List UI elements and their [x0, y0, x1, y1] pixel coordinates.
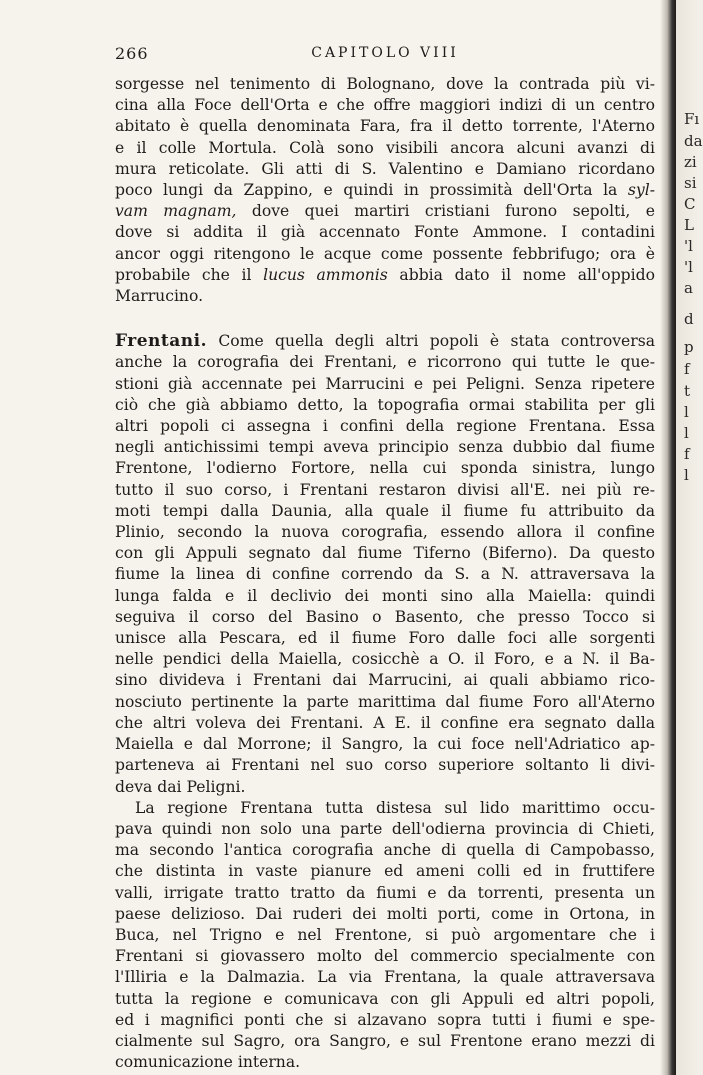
text-line: abitato è quella denominata Fara, fra il detto torrente, l'Aterno — [115, 117, 655, 136]
text-line: paese delizioso. Dai ruderi dei molti porti, come in Ortona, in — [115, 904, 655, 923]
text-line — [115, 265, 655, 286]
adjacent-page-fragment: l — [684, 424, 689, 442]
text-line: nosciuto pertinente la parte marittima dal fiume Foro all'Aterno — [115, 692, 655, 711]
adjacent-page-fragment: a — [684, 279, 693, 297]
adjacent-page-fragment: da — [684, 132, 703, 150]
text-line: seguiva il corso del Basino o Basento, che presso Tocco si — [115, 607, 655, 626]
text-line: valli, irrigate tratto tratto da fiumi e da torrenti, presenta un — [115, 883, 655, 902]
text-run: Come quella degli altri popoli è stata controversa — [207, 332, 655, 351]
text-line — [115, 331, 655, 352]
text-line: che altri voleva dei Frentani. A E. il confine era segnato dalla — [115, 713, 655, 732]
paragraph-frentani — [115, 331, 655, 797]
text-line: La regione Frentana tutta distesa sul lido marittimo occu- — [135, 798, 655, 817]
text-line: ciò che già abbiamo detto, la topografia ormai stabilita per gli — [115, 395, 655, 414]
text-run: abbia dato il nome all'oppido — [387, 265, 656, 284]
text-line: Maiella e dal Morrone; il Sangro, la cui foce nell'Adriatico ap- — [115, 735, 655, 754]
text-line: ancor oggi ritengono le acque come possente febbrifugo; ora è — [115, 244, 655, 263]
adjacent-page-fragment: Fı — [684, 110, 700, 128]
italic-term: syl- — [627, 181, 655, 200]
text-line: che distinta in vaste pianure ed ameni colli ed in fruttifere — [115, 862, 655, 881]
text-line: ma secondo l'antica corografia anche di quella di Campobasso, — [115, 841, 655, 860]
text-line — [115, 201, 655, 222]
paragraph-bolognano — [115, 74, 655, 307]
text-line: unisce alla Pescara, ed il fiume Foro dalle foci alle sorgenti — [115, 629, 655, 648]
section-title: Frentani. — [115, 331, 208, 352]
text-line: comunicazione interna. — [115, 1053, 301, 1072]
text-line: l'Illiria e la Dalmazia. La via Frentana, la quale attraversava — [115, 968, 655, 987]
adjacent-page-fragment: 'l — [684, 237, 693, 255]
text-line: cina alla Foce dell'Orta e che offre maggiori indizi di un centro — [115, 96, 655, 115]
text-line: Plinio, secondo la nuova corografia, essendo allora il confine — [115, 523, 655, 542]
adjacent-page-fragment: t — [684, 382, 691, 400]
paragraph-regione-frentana — [115, 798, 655, 1074]
text-run: probabile che il — [115, 265, 264, 284]
text-line: parteneva ai Frentani nel suo corso superiore soltanto li divi- — [115, 756, 655, 775]
adjacent-page-fragment: 'l — [684, 258, 693, 276]
text-line: con gli Appuli segnato dal fiume Tiferno (Biferno). Da questo — [115, 544, 655, 563]
text-line: dove si addita il già accennato Fonte Ammone. I contadini — [115, 223, 655, 242]
text-line: nelle pendici della Maiella, cosicchè a O. il Foro, e a N. il Ba- — [115, 650, 655, 669]
italic-term: lucus ammonis — [263, 265, 388, 284]
book-gutter — [660, 0, 676, 1075]
text-line: e il colle Mortula. Colà sono visibili ancora alcuni avanzi di — [115, 138, 655, 157]
paragraph-gap — [115, 307, 655, 331]
text-line: moti tempi dalla Daunia, alla quale il fiume fu attribuito da — [115, 501, 655, 520]
text-line: Frentone, l'odierno Fortore, nella cui sponda sinistra, lungo — [115, 459, 655, 478]
adjacent-page-fragment: p — [684, 338, 694, 356]
adjacent-page-fragment: l — [684, 466, 689, 484]
page-number: 266 — [115, 44, 149, 63]
adjacent-page-fragment: d — [684, 310, 694, 328]
text-line: deva dai Peligni. — [115, 777, 246, 796]
text-line: Buca, nel Trigno e nel Frentone, si può argomentare che i — [115, 925, 655, 944]
text-line: stioni già accennate pei Marrucini e pei Peligni. Senza ripetere — [115, 374, 655, 393]
page-header — [115, 44, 655, 66]
text-line: pava quindi non solo una parte dell'odierna provincia di Chieti, — [115, 819, 655, 838]
text-line: cialmente sul Sagro, ora Sangro, e sul Frentone erano mezzi di — [115, 1031, 655, 1050]
text-line: sino divideva i Frentani dai Marrucini, ai quali abbiamo rico- — [115, 671, 655, 690]
text-run: dove quei martiri cristiani furono sepolti, e — [236, 202, 655, 221]
page-body — [115, 74, 655, 1073]
text-line: anche la corografia dei Frentani, e ricorrono qui tutte le que- — [115, 353, 655, 372]
adjacent-page-fragment: zi — [684, 153, 697, 171]
text-line: ed i magnifici ponti che si alzavano sopra tutti i fiumi e spe- — [115, 1010, 655, 1029]
italic-term: vam magnam, — [115, 202, 237, 221]
adjacent-page-fragment: l — [684, 403, 689, 421]
text-line — [115, 180, 655, 201]
text-line: Marrucino. — [115, 287, 204, 306]
adjacent-page-edge — [676, 0, 703, 1075]
text-line: tutto il suo corso, i Frentani restaron divisi all'E. nei più re- — [115, 480, 655, 499]
adjacent-page-fragment: f — [684, 360, 690, 378]
text-line: negli antichissimi tempi aveva principio senza dubbio dal fiume — [115, 438, 655, 457]
adjacent-page-fragment: C — [684, 195, 696, 213]
text-line: lunga falda e il declivio dei monti sino alla Maiella: quindi — [115, 586, 655, 605]
adjacent-page-fragment: f — [684, 445, 690, 463]
text-line: sorgesse nel tenimento di Bolognano, dove la contrada più vi- — [115, 75, 655, 93]
text-line: altri popoli ci assegna i confini della regione Frentana. Essa — [115, 417, 655, 436]
running-head: CAPITOLO VIII — [311, 45, 459, 61]
text-line: mura reticolate. Gli atti di S. Valentino e Damiano ricordano — [115, 159, 655, 178]
text-line: tutta la regione e comunicava con gli Appuli ed altri popoli, — [115, 989, 655, 1008]
text-run: poco lungi da Zappino, e quindi in prossimità dell'Orta la — [115, 181, 628, 200]
adjacent-page-fragment: si — [684, 174, 697, 192]
adjacent-page-fragment: L — [684, 216, 694, 234]
text-line: Frentani si giovassero molto del commercio specialmente con — [115, 947, 655, 966]
text-line: fiume la linea di confine correndo da S. a N. attraversava la — [115, 565, 655, 584]
